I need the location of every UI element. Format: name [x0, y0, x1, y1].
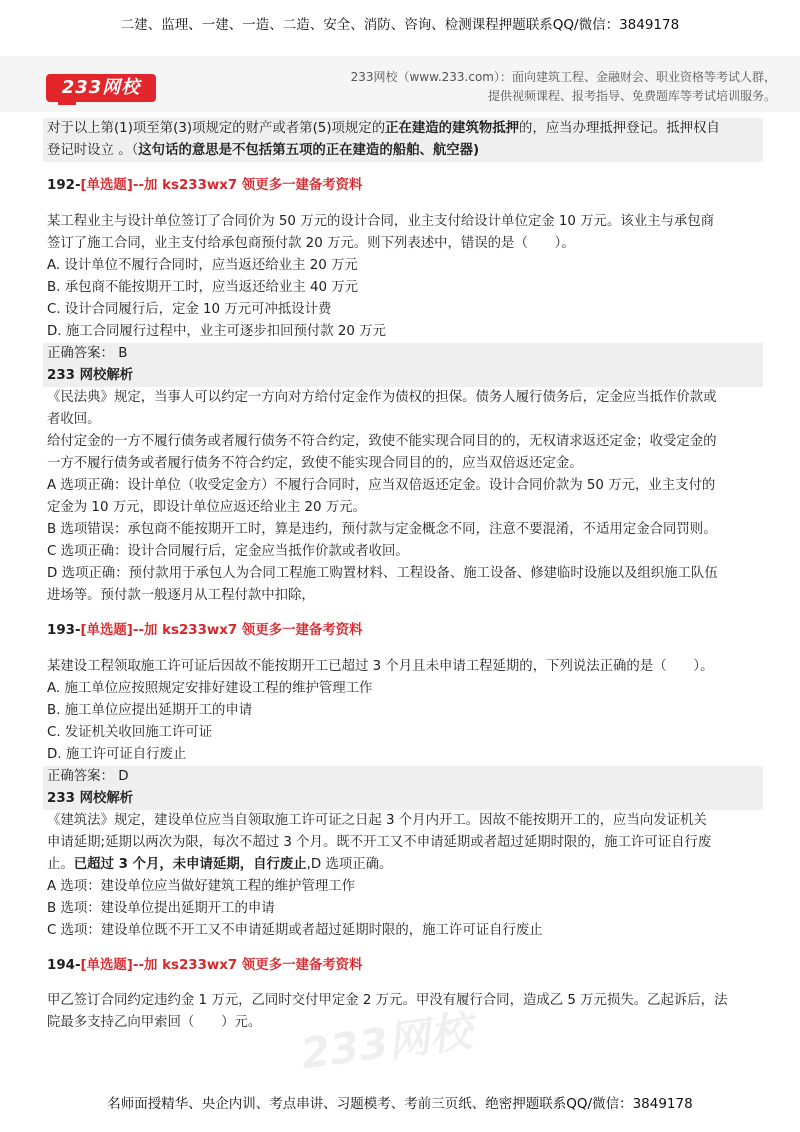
- intro-line-2: 登记时设立 。（这句话的意思是不包括第五项的正在建造的船舶、航空器): [43, 140, 763, 162]
- option-c: C. 发证机关收回施工许可证: [47, 724, 213, 740]
- question-192-header: 192-[单选题]--加 ks233wx7 领更多一建备考资料: [47, 178, 363, 194]
- analysis-line: C 选项：建设单位既不开工又不申请延期或者超过延期时限的，施工许可证自行废止: [47, 922, 543, 938]
- document-body: [47, 118, 759, 1034]
- analysis-line: 定金为 10 万元，即设计单位应返还给业主 20 万元。: [47, 499, 366, 515]
- answer: 正确答案： D: [43, 766, 763, 788]
- analysis-title: 233 网校解析: [43, 788, 763, 810]
- footer-banner: 名师面授精华、央企内训、考点串讲、习题模考、考前三页纸、绝密押题联系QQ/微信：3849178: [107, 1096, 693, 1112]
- analysis-line: 申请延期;延期以两次为限，每次不超过 3 个月。既不开工又不申请延期或者超过延期时限的，施工许可证自行废: [47, 834, 712, 850]
- analysis-line: A 选项：建设单位应当做好建筑工程的维护管理工作: [47, 878, 356, 894]
- brand-description: [316, 68, 776, 106]
- question-192-stem: 签订了施工合同，业主支付给承包商预付款 20 万元。则下列表述中，错误的是（ ）。: [47, 235, 575, 251]
- question-194-header: 194-[单选题]--加 ks233wx7 领更多一建备考资料: [47, 957, 363, 973]
- option-d: D. 施工合同履行过程中，业主可逐步扣回预付款 20 万元: [47, 323, 386, 339]
- brand-desc-line-1: 233网校（www.233.com）：面向建筑工程、金融财会、职业资格等考试人群，: [350, 70, 776, 84]
- analysis-line: B 选项：建设单位提出延期开工的申请: [47, 900, 275, 916]
- analysis-line: 止。已超过 3 个月，未申请延期，自行废止,D 选项正确。: [47, 856, 393, 872]
- option-a: A. 设计单位不履行合同时，应当返还给业主 20 万元: [47, 257, 358, 273]
- analysis-line: C 选项正确：设计合同履行后，定金应当抵作价款或者收回。: [47, 543, 409, 559]
- question-194-stem: 院最多支持乙向甲索回（ ）元。: [47, 1015, 262, 1031]
- option-b: B. 施工单位应提出延期开工的申请: [47, 702, 253, 718]
- brand-logo: 233网校: [46, 74, 156, 102]
- answer: 正确答案： B: [43, 343, 763, 365]
- analysis-line: 《建筑法》规定，建设单位应当自领取施工许可证之日起 3 个月内开工。因故不能按期开工的，应当向发证机关: [47, 812, 707, 828]
- analysis-line: 一方不履行债务或者履行债务不符合约定，致使不能实现合同目的的，应当双倍返还定金。: [47, 455, 583, 471]
- analysis-line: 给付定金的一方不履行债务或者履行债务不符合约定，致使不能实现合同目的的，无权请求返还定金；收受定金的: [47, 433, 717, 449]
- question-192-stem: 某工程业主与设计单位签订了合同价为 50 万元的设计合同，业主支付给设计单位定金 10 万元。该业主与承包商: [47, 213, 715, 229]
- analysis-line: 进场等。预付款一般逐月从工程付款中扣除，: [47, 587, 315, 603]
- watermark-logo: 233网校: [297, 1006, 475, 1079]
- analysis-title: 233 网校解析: [43, 365, 763, 387]
- analysis-line: D 选项正确：预付款用于承包人为合同工程施工购置材料、工程设备、施工设备、修建临时设施以及组织施工队伍: [47, 565, 718, 581]
- brand-underline: [58, 102, 76, 105]
- question-194-stem: 甲乙签订合同约定违约金 1 万元，乙同时交付甲定金 2 万元。甲没有履行合同，造成乙 5 万元损失。乙起诉后，法: [47, 993, 728, 1009]
- analysis-line: 《民法典》规定，当事人可以约定一方向对方给付定金作为债权的担保。债务人履行债务后，定金应当抵作价款或: [47, 389, 717, 405]
- option-c: C. 设计合同履行后，定金 10 万元可冲抵设计费: [47, 301, 332, 317]
- question-193-header: 193-[单选题]--加 ks233wx7 领更多一建备考资料: [47, 623, 363, 639]
- analysis-line: B 选项错误：承包商不能按期开工时，算是违约，预付款与定金概念不同，注意不要混淆，不适用定金合同罚则。: [47, 521, 717, 537]
- top-banner: 二建、监理、一建、一造、二造、安全、消防、咨询、检测课程押题联系QQ/微信：3849178: [120, 17, 680, 33]
- option-b: B. 承包商不能按期开工时，应当返还给业主 40 万元: [47, 279, 359, 295]
- intro-line-1: 对于以上第(1)项至第(3)项规定的财产或者第(5)项规定的正在建造的建筑物抵押的，应当办理抵押登记。抵押权自: [43, 118, 763, 140]
- analysis-line: 者收回。: [47, 411, 101, 427]
- analysis-line: A 选项正确：设计单位（收受定金方）不履行合同时，应当双倍返还定金。设计合同价款为 50 万元，业主支付的: [47, 477, 716, 493]
- question-193-stem: 某建设工程领取施工许可证后因故不能按期开工已超过 3 个月且未申请工程延期的，下列说法正确的是（ ）。: [47, 658, 714, 674]
- option-d: D. 施工许可证自行废止: [47, 746, 187, 762]
- brand-desc-line-2: 提供视频课程、报考指导、免费题库等考试培训服务。: [487, 89, 776, 103]
- option-a: A. 施工单位应按照规定安排好建设工程的维护管理工作: [47, 680, 373, 696]
